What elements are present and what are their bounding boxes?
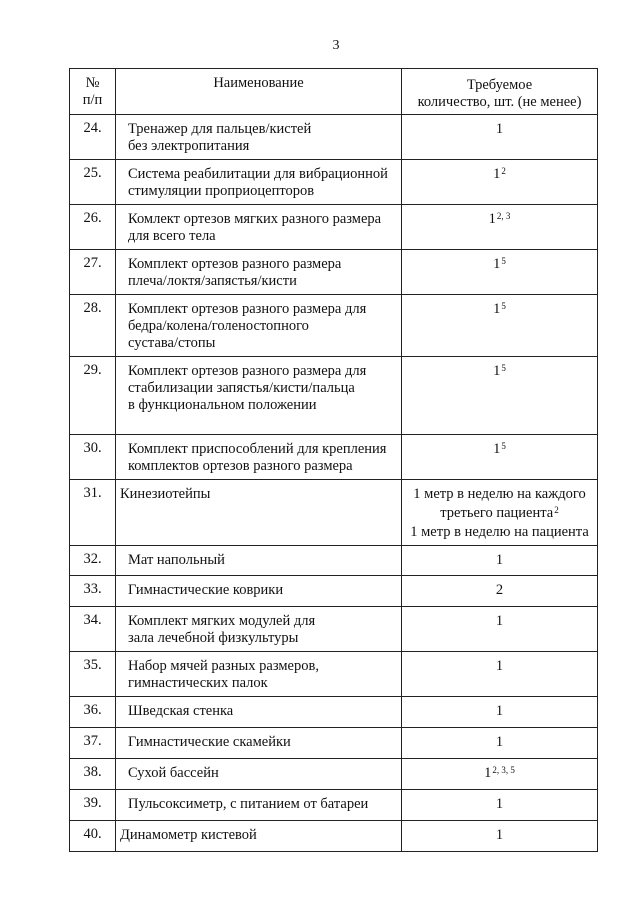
- row-quantity-line-text: 1 метр в неделю на каждого: [413, 486, 586, 502]
- row-number: 26.: [70, 205, 116, 250]
- row-name: [116, 546, 402, 576]
- row-name: [116, 160, 402, 205]
- row-name-line: гимнастических палок: [128, 675, 268, 691]
- row-quantity-value: 1: [488, 211, 496, 227]
- row-name-line: в функциональном положении: [128, 397, 317, 413]
- row-name-line: Комплект ортезов разного размера: [128, 256, 342, 272]
- row-name: [116, 205, 402, 250]
- row-name: [116, 435, 402, 480]
- row-quantity: [402, 295, 598, 357]
- row-name: [116, 821, 402, 852]
- row-quantity: [402, 160, 598, 205]
- table-row: [70, 250, 598, 295]
- row-quantity-line: [402, 523, 597, 542]
- row-name-line: для всего тела: [128, 228, 216, 244]
- header-name: Наименование: [116, 69, 402, 115]
- row-name-line: сустава/стопы: [128, 335, 216, 351]
- row-name: [116, 728, 402, 759]
- table-row: [70, 295, 598, 357]
- footnote-ref: 5: [501, 441, 506, 451]
- row-quantity-value: 1: [495, 734, 504, 750]
- table-row: [70, 160, 598, 205]
- row-quantity-value: 1: [495, 552, 504, 568]
- row-quantity-multiline: [402, 480, 598, 546]
- row-quantity: [402, 652, 598, 697]
- row-name-line: Гимнастические коврики: [128, 582, 284, 598]
- row-quantity: [402, 607, 598, 652]
- row-name-line: Динамометр кистевой: [120, 827, 257, 843]
- row-name-line: стабилизации запястья/кисти/пальца: [128, 380, 355, 396]
- row-number: 35.: [70, 652, 116, 697]
- table-row: [70, 357, 598, 435]
- row-name-line: стимуляции проприоцепторов: [128, 183, 315, 199]
- row-name-line: Пульсоксиметр, с питанием от батареи: [128, 796, 369, 812]
- row-number: 25.: [70, 160, 116, 205]
- row-name-line: Комплект ортезов разного размера для: [128, 301, 367, 317]
- row-number: 28.: [70, 295, 116, 357]
- header-number-line1: №: [85, 75, 100, 91]
- header-quantity: [402, 69, 598, 115]
- row-name-line: Комплект приспособлений для крепления: [128, 441, 387, 457]
- table-header-row: [70, 69, 598, 115]
- table-row: [70, 480, 598, 546]
- row-name-line: Система реабилитации для вибрационной: [128, 166, 388, 182]
- row-quantity: [402, 546, 598, 576]
- table-row: [70, 205, 598, 250]
- row-name-line: Комплект ортезов разного размера для: [128, 363, 367, 379]
- row-number: 37.: [70, 728, 116, 759]
- row-number: 39.: [70, 790, 116, 821]
- row-number: 32.: [70, 546, 116, 576]
- row-quantity: [402, 115, 598, 160]
- footnote-ref: 2, 3: [496, 211, 511, 221]
- row-quantity-value: 1: [495, 796, 504, 812]
- row-quantity: [402, 790, 598, 821]
- row-number: 33.: [70, 576, 116, 607]
- footnote-ref: 5: [501, 256, 506, 266]
- table-row: [70, 546, 598, 576]
- row-quantity-line-text: 1 метр в неделю на пациента: [410, 524, 589, 540]
- table-row: [70, 790, 598, 821]
- row-name-line: Мат напольный: [128, 552, 225, 568]
- row-quantity: [402, 576, 598, 607]
- row-name-line: Сухой бассейн: [128, 765, 219, 781]
- row-number: 27.: [70, 250, 116, 295]
- row-quantity-line-text: третьего пациента: [440, 505, 554, 521]
- row-name: [116, 115, 402, 160]
- row-name: [116, 697, 402, 728]
- row-number: 38.: [70, 759, 116, 790]
- row-quantity: [402, 357, 598, 435]
- row-quantity-value: 1: [495, 658, 504, 674]
- row-quantity-value: 1: [493, 166, 501, 182]
- row-name-line: Комплект мягких модулей для: [128, 613, 316, 629]
- row-number: 24.: [70, 115, 116, 160]
- row-number: 30.: [70, 435, 116, 480]
- row-number: 40.: [70, 821, 116, 852]
- row-name: [116, 576, 402, 607]
- row-name: [116, 480, 402, 546]
- row-name: [116, 607, 402, 652]
- page-number: 3: [332, 38, 340, 53]
- header-quantity-line2: количество, шт. (не менее): [417, 94, 582, 110]
- row-quantity: [402, 435, 598, 480]
- table-row: [70, 652, 598, 697]
- row-name-line: Комлект ортезов мягких разного размера: [128, 211, 382, 227]
- row-name-line: зала лечебной физкультуры: [128, 630, 299, 646]
- row-number: 31.: [70, 480, 116, 546]
- row-number: 36.: [70, 697, 116, 728]
- row-quantity-value: 2: [495, 582, 504, 598]
- table-row: [70, 728, 598, 759]
- table-row: [70, 435, 598, 480]
- row-name-line: Гимнастические скамейки: [128, 734, 291, 750]
- row-quantity: [402, 697, 598, 728]
- row-quantity-value: 1: [495, 827, 504, 843]
- row-name-line: Тренажер для пальцев/кистей: [128, 121, 312, 137]
- row-quantity-value: 1: [484, 765, 492, 781]
- row-quantity-value: 1: [493, 256, 501, 272]
- table-row: [70, 697, 598, 728]
- footnote-ref: 5: [501, 363, 506, 373]
- row-quantity-line: [402, 485, 597, 504]
- row-quantity-value: 1: [493, 363, 501, 379]
- footnote-ref: 5: [501, 301, 506, 311]
- row-name: [116, 357, 402, 435]
- row-quantity: [402, 759, 598, 790]
- row-name-line: Набор мячей разных размеров,: [128, 658, 319, 674]
- header-number: [70, 69, 116, 115]
- row-quantity-value: 1: [495, 121, 504, 137]
- footnote-ref: 2: [501, 166, 506, 176]
- table-row: [70, 821, 598, 852]
- table-row: [70, 607, 598, 652]
- row-quantity: [402, 821, 598, 852]
- table-row: [70, 115, 598, 160]
- table-row: [70, 576, 598, 607]
- row-name: [116, 250, 402, 295]
- row-name-line: Кинезиотейпы: [120, 486, 211, 502]
- row-name-line: Шведская стенка: [128, 703, 234, 719]
- row-name: [116, 652, 402, 697]
- row-name-line: плеча/локтя/запястья/кисти: [128, 273, 297, 289]
- equipment-table: [69, 68, 598, 852]
- table-row: [70, 759, 598, 790]
- row-quantity-value: 1: [493, 301, 501, 317]
- row-name: [116, 295, 402, 357]
- row-number: 34.: [70, 607, 116, 652]
- row-quantity: [402, 728, 598, 759]
- row-name: [116, 790, 402, 821]
- footnote-ref: 2: [554, 505, 559, 515]
- row-quantity-line: [402, 504, 597, 523]
- row-name-line: комплектов ортезов разного размера: [128, 458, 353, 474]
- row-quantity-value: 1: [493, 441, 501, 457]
- row-name-line: без электропитания: [128, 138, 250, 154]
- row-number: 29.: [70, 357, 116, 435]
- row-quantity-value: 1: [495, 703, 504, 719]
- row-name-line: бедра/колена/голеностопного: [128, 318, 309, 334]
- row-name: [116, 759, 402, 790]
- row-quantity: [402, 250, 598, 295]
- footnote-ref: 2, 3, 5: [492, 765, 515, 775]
- header-number-line2: п/п: [82, 92, 103, 108]
- row-quantity: [402, 205, 598, 250]
- header-quantity-line1: Требуемое: [466, 77, 533, 93]
- row-quantity-value: 1: [495, 613, 504, 629]
